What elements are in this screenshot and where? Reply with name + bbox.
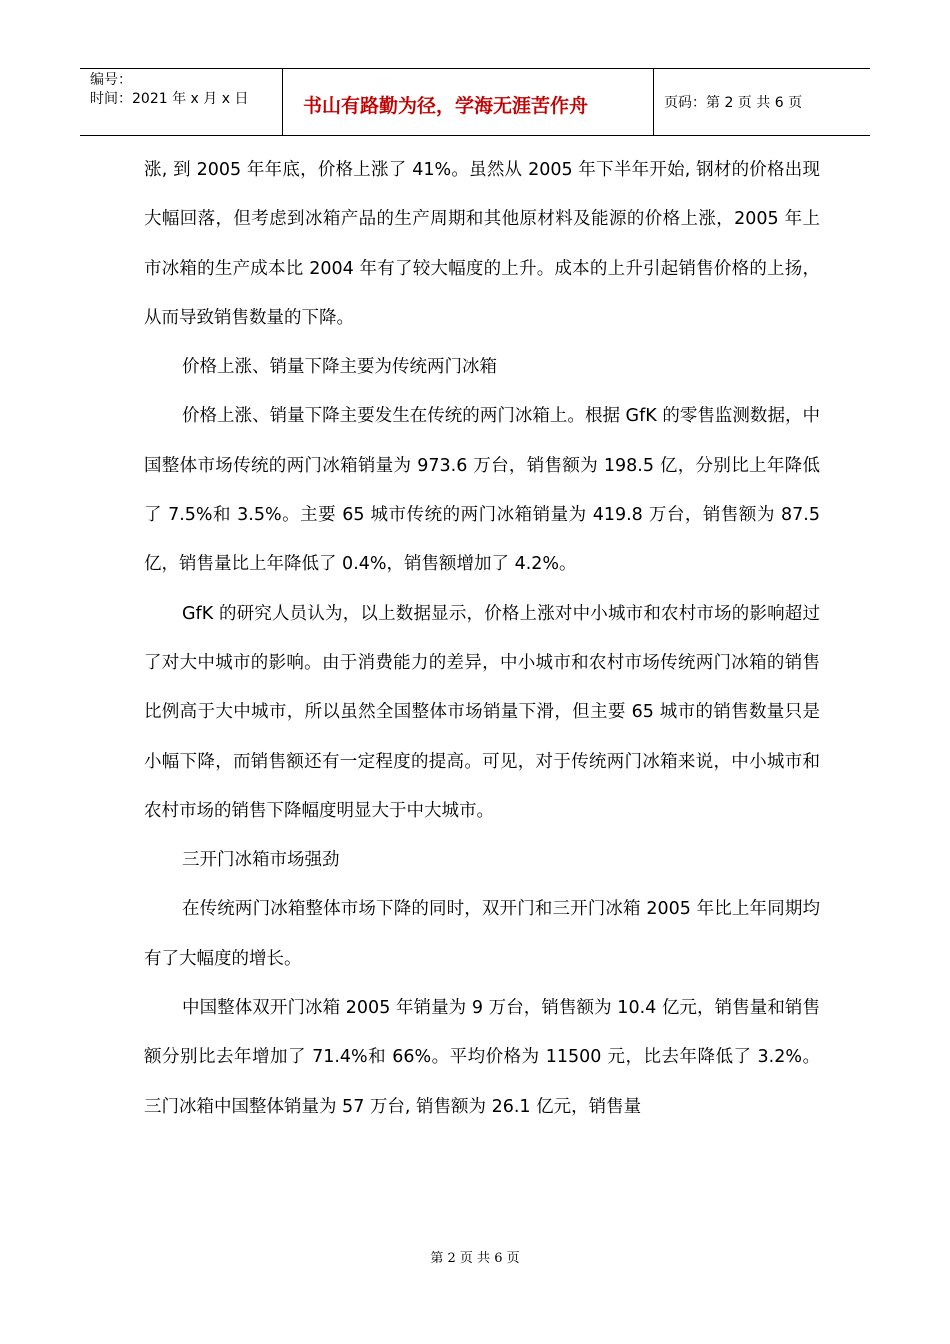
page-header <box>80 68 870 136</box>
document-body <box>144 146 820 1132</box>
header-meta <box>80 69 282 135</box>
paragraph: GfK 的研究人员认为，以上数据显示，价格上涨对中小城市和农村市场的影响超过了对大中城市的影响。由于消费能力的差异，中小城市和农村市场传统两门冰箱的销售比例高于大中城市，所以虽然全国整体市场销量下滑，但主要 65 城市的销售数量只是小幅下降，而销售额还有一定程度的提高。可见，对于传统两门冰箱来说，中小城市和农村市场的销售下降幅度明显大于中大城市。 <box>144 603 820 821</box>
header-motto: 书山有路勤为径，学海无涯苦作舟 <box>282 69 654 135</box>
paragraph-continuation: 涨, 到 2005 年年底，价格上涨了 41%。虽然从 2005 年下半年开始, 钢材的价格出现大幅回落，但考虑到冰箱产品的生产周期和其他原材料及能源的价格上涨，2005 年上市冰箱的生产成本比 2004 年有了较大幅度的上升。成本的上升引起销售价格的上扬，从而导致销售数量的下降。 <box>144 160 820 328</box>
section-heading: 三开门冰箱市场强劲 <box>182 850 340 871</box>
page-footer: 第 2 页 共 6 页 <box>430 1251 520 1266</box>
paragraph: 中国整体双开门冰箱 2005 年销量为 9 万台，销售额为 10.4 亿元，销售量和销售额分别比去年增加了 71.4%和 66%。平均价格为 11500 元，比去年降低了 3.2%。三门冰箱中国整体销量为 57 万台, 销售额为 26.1 亿元，销售量 <box>144 998 820 1117</box>
paragraph: 在传统两门冰箱整体市场下降的同时，双开门和三开门冰箱 2005 年比上年同期均有了大幅度的增长。 <box>144 899 820 969</box>
section-heading: 价格上涨、销量下降主要为传统两门冰箱 <box>182 357 497 378</box>
date-label: 时间：2021 年 x 月 x 日 <box>90 91 249 107</box>
header-page-info: 页码：第 2 页 共 6 页 <box>664 95 803 111</box>
number-label: 编号： <box>90 72 132 88</box>
paragraph: 价格上涨、销量下降主要发生在传统的两门冰箱上。根据 GfK 的零售监测数据，中国整体市场传统的两门冰箱销量为 973.6 万台，销售额为 198.5 亿，分别比上年降低了 7.5%和 3.5%。主要 65 城市传统的两门冰箱销量为 419.8 万台，销售额为 87.5 亿，销售量比上年降低了 0.4%，销售额增加了 4.2%。 <box>144 406 820 575</box>
